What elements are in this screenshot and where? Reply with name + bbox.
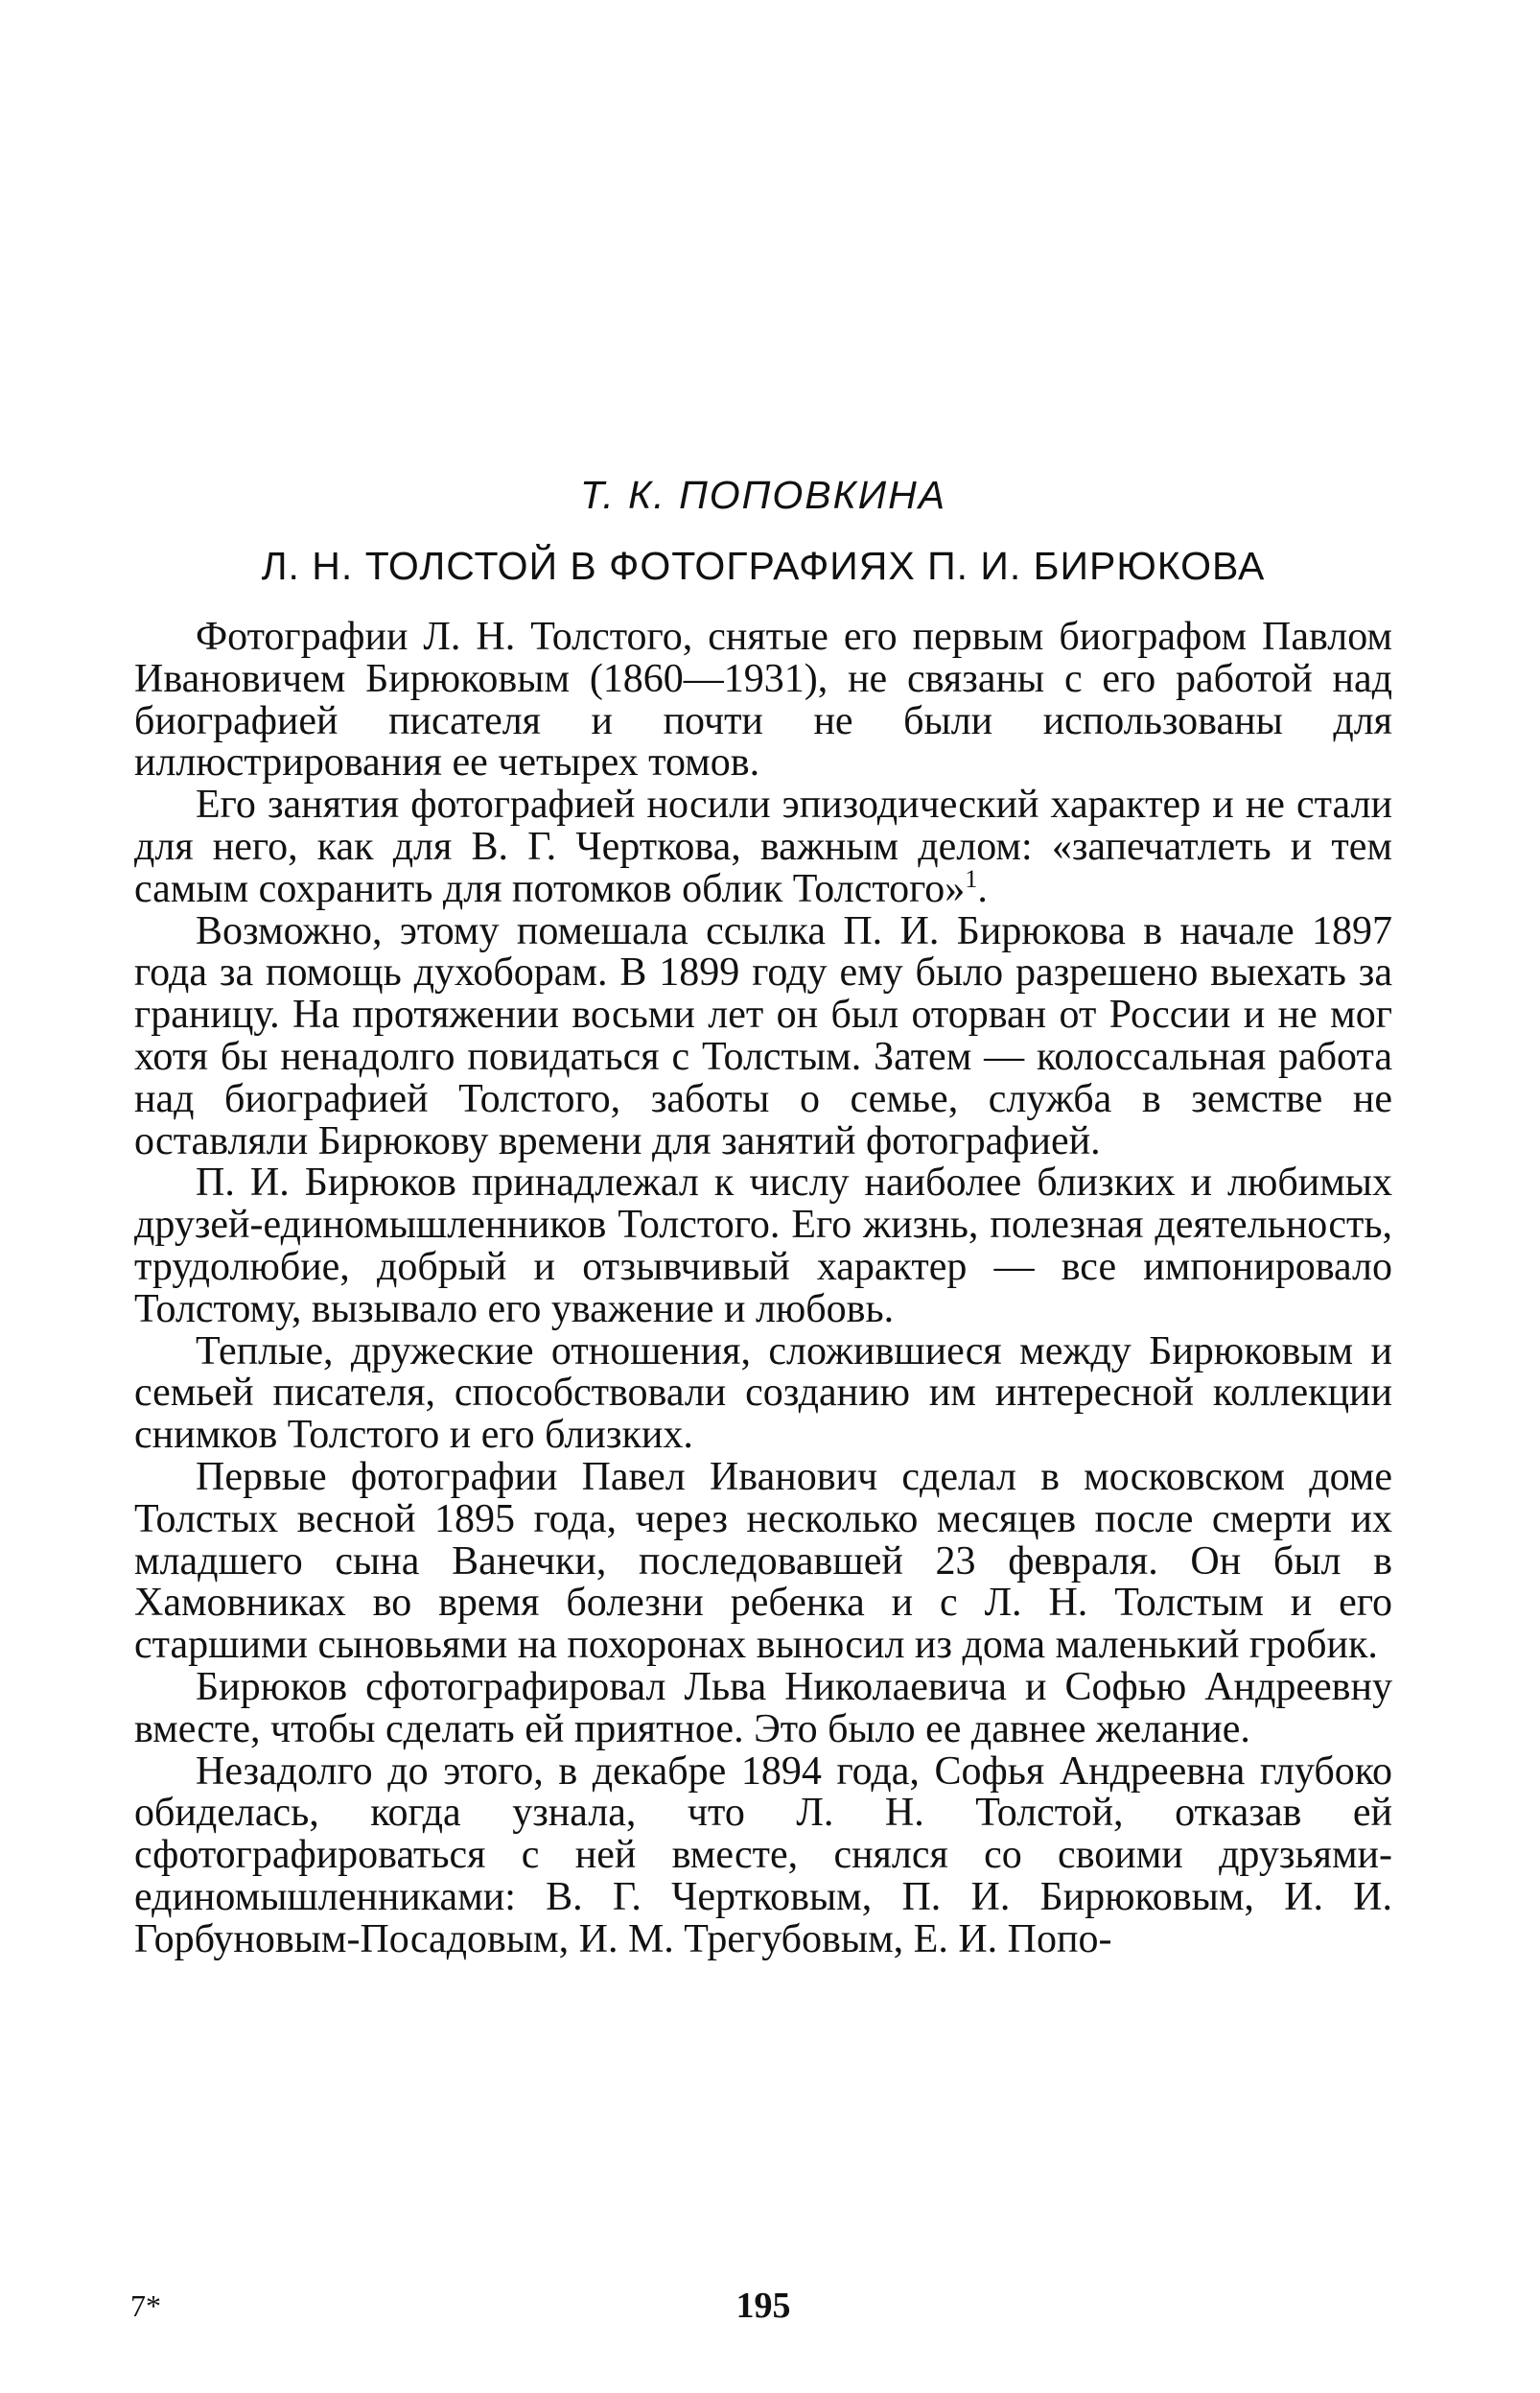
article-body <box>134 617 1392 1961</box>
paragraph-text: Бирюков сфотографировал Льва Николаевича и Софью Андреевну вместе, чтобы сделать ей приятное. Это было ее давнее желание. <box>134 1664 1392 1751</box>
page-number: 195 <box>735 2286 791 2326</box>
paragraph-6 <box>134 1454 1392 1668</box>
paragraph-3 <box>134 908 1392 1163</box>
footnote-reference[interactable]: 1 <box>965 864 978 893</box>
paragraph-text: Незадолго до этого, в декабре 1894 года, Софья Андреевна глубоко обиделась, когда узнала, что Л. Н. Толстой, отказав ей сфотографироваться с ней вместе, снялся со своими друзьями-единомышленниками: В. Г. Чертковым, П. И. Бирюковым, И. И. Горбуновым-Посадовым, И. М. Трегубовым, Е. И. Попо- <box>134 1748 1392 1961</box>
paragraph-7 <box>134 1664 1392 1751</box>
article-title: Л. Н. ТОЛСТОЙ В ФОТОГРАФИЯХ П. И. БИРЮКОВА <box>261 544 1266 588</box>
paragraph-8 <box>134 1748 1392 1961</box>
paragraph-1 <box>134 617 1392 785</box>
article-author: Т. К. ПОПОВКИНА <box>579 473 947 517</box>
paragraph-text: Первые фотографии Павел Иванович сделал в московском доме Толстых весной 1895 года, через несколько месяцев после смерти их младшего сына Ванечки, последовавшей 23 февраля. Он был в Хамовниках во время болезни ребенка и с Л. Н. Толстым и его старшими сыновьями на похоронах выносил из дома маленький гробик. <box>134 1454 1392 1668</box>
paragraph-4 <box>134 1162 1392 1330</box>
paragraph-5 <box>134 1328 1392 1458</box>
book-page <box>130 0 1392 2393</box>
paragraph-text: Теплые, дружеские отношения, сложившиеся между Бирюковым и семьей писателя, способствовали созданию им интересной коллекции снимков Толстого и его близких. <box>134 1328 1392 1458</box>
paragraph-text: Фотографии Л. Н. Толстого, снятые его первым биографом Павлом Ивановичем Бирюковым (1860—1931), не связаны с его работой над биографией писателя и почти не были использованы для иллюстрирования ее четырех томов. <box>134 615 1392 786</box>
paragraph-text-end: . <box>977 866 988 911</box>
paragraph-text: Его занятия фотографией носили эпизодический характер и не стали для него, как для В. Г. Черткова, важным делом: «запечатлеть и тем самым сохранить для потомков облик Толстого» <box>134 783 1392 911</box>
printer-signature-mark: 7* <box>130 2288 161 2323</box>
page-footer <box>130 2285 1392 2338</box>
paragraph-text: Возможно, этому помешала ссылка П. И. Бирюкова в начале 1897 года за помощь духоборам. В 1899 году ему было разрешено выехать за границу. На протяжении восьми лет он был оторван от России и не мог хотя бы ненадолго повидаться с Толстым. Затем — колоссальная работа над биографией Толстого, заботы о семье, служба в земстве не оставляли Бирюкову времени для занятий фотографией. <box>134 908 1392 1163</box>
paragraph-text: П. И. Бирюков принадлежал к числу наиболее близких и любимых друзей-единомышленников Толстого. Его жизнь, полезная деятельность, трудолюбие, добрый и отзывчивый характер — все импонировало Толстому, вызывало его уважение и любовь. <box>134 1161 1392 1331</box>
paragraph-2 <box>134 785 1392 910</box>
